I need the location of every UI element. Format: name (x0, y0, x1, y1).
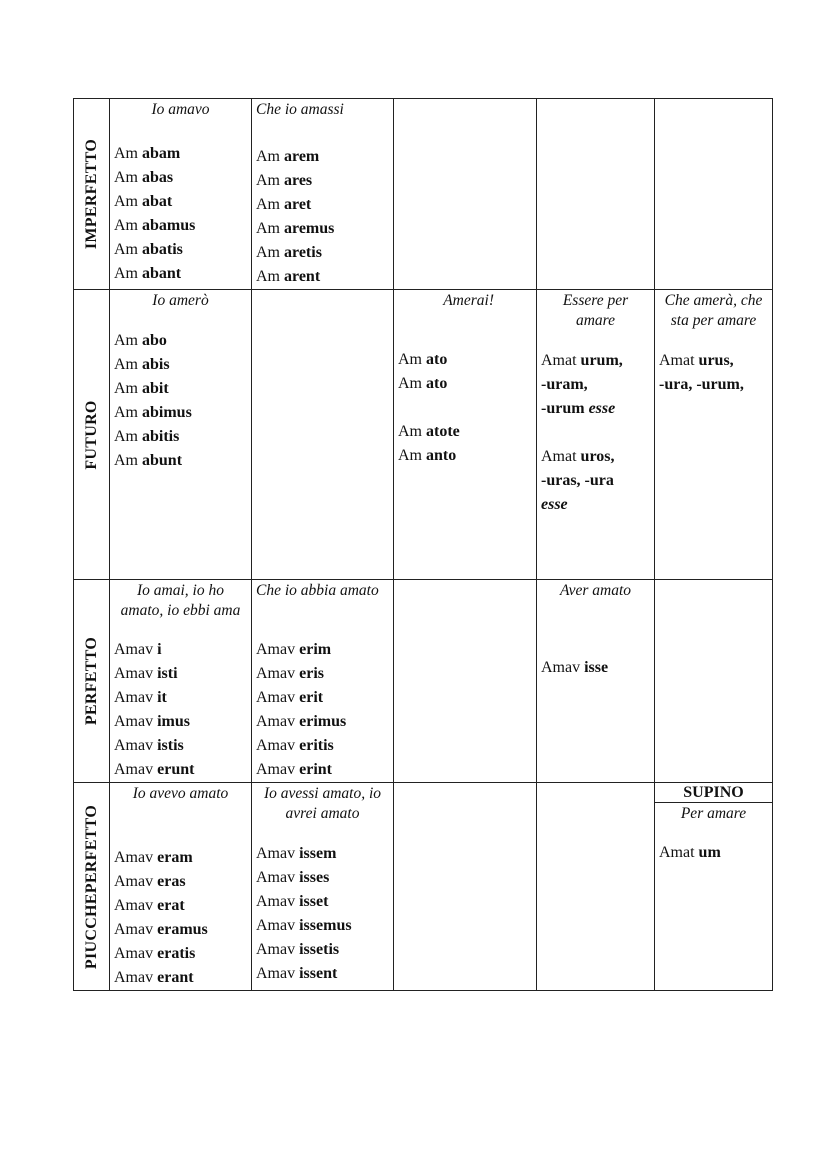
gloss: Aver amato (559, 582, 632, 599)
form-line (256, 710, 389, 734)
form-ending: issem (299, 845, 337, 862)
form-list (110, 329, 251, 473)
form-ending: erant (157, 969, 194, 986)
form-stem: Amav (256, 737, 300, 754)
form-stem: Amav (114, 969, 158, 986)
gloss: Io amerò (152, 292, 209, 309)
form-ending: aretis (284, 244, 322, 261)
form-line (256, 241, 389, 265)
form-ending: i (157, 641, 162, 658)
subjunctive-cell (252, 783, 394, 991)
form-stem: Amav (256, 689, 300, 706)
form-stem: Am (256, 268, 284, 285)
gloss: Io amavo (151, 101, 210, 118)
form-stem: Amav (114, 849, 158, 866)
form-line (114, 686, 247, 710)
form-ending: erunt (157, 761, 195, 778)
empty-cell (537, 99, 655, 290)
form-stem: Amav (256, 845, 300, 862)
gloss: Io avevo amato (132, 785, 229, 802)
form-stem: Am (256, 148, 284, 165)
form-line (256, 866, 389, 890)
form-line (114, 425, 247, 449)
form-ending: abant (142, 265, 182, 282)
form-line (114, 734, 247, 758)
form-stem: Am (114, 356, 142, 373)
form-line: -ura, -urum, (659, 376, 744, 393)
form-line (256, 638, 389, 662)
form-ending: isset (299, 893, 329, 910)
form-line (114, 710, 247, 734)
form-line: Am ato (398, 375, 448, 392)
row-imperfetto (74, 99, 773, 290)
form-line (114, 942, 247, 966)
form-line (256, 169, 389, 193)
form-list (110, 846, 251, 990)
supine-cell (655, 783, 773, 991)
form-ending: arent (284, 268, 321, 285)
conjugation-table (73, 98, 773, 991)
supine-title: SUPINO (655, 783, 772, 803)
form-ending: imus (157, 713, 191, 730)
form-line (114, 966, 247, 990)
form-stem: Am (114, 169, 142, 186)
form-stem: Amav (256, 761, 300, 778)
tense-label-cell (74, 783, 110, 991)
form-stem: Amav (256, 941, 300, 958)
form-stem: Am (256, 196, 284, 213)
row-futuro (74, 290, 773, 580)
form-ending: erat (157, 897, 185, 914)
form-line (114, 353, 247, 377)
subjunctive-cell (252, 580, 394, 783)
form-line (114, 238, 247, 262)
gloss: Per amare (680, 805, 747, 822)
form-ending: eris (299, 665, 324, 682)
form-stem: Amav (114, 713, 158, 730)
form-line: Amav isse (541, 659, 609, 676)
form-ending: abas (142, 169, 174, 186)
tense-label: IMPERFETTO (82, 138, 100, 250)
gloss: Amerai! (443, 292, 494, 309)
subjunctive-cell (252, 99, 394, 290)
form-ending: ares (284, 172, 313, 189)
form-line (114, 894, 247, 918)
form-line (256, 914, 389, 938)
form-line (256, 145, 389, 169)
form-ending: istis (157, 737, 184, 754)
form-stem: Amav (256, 893, 300, 910)
form-stem: Am (114, 217, 142, 234)
form-line (114, 846, 247, 870)
form-line (256, 962, 389, 986)
form-stem: Am (256, 220, 284, 237)
form-list (252, 842, 393, 986)
empty-cell (537, 783, 655, 991)
form-ending: erit (299, 689, 324, 706)
empty-cell (394, 580, 537, 783)
form-ending: abunt (142, 452, 183, 469)
form-line (256, 938, 389, 962)
form-line (114, 638, 247, 662)
form-ending: abo (142, 332, 167, 349)
form-stem: Amav (114, 761, 158, 778)
form-stem: Amav (114, 945, 158, 962)
form-line (114, 449, 247, 473)
form-list (537, 349, 654, 517)
form-list (537, 656, 654, 680)
form-list (110, 142, 251, 286)
form-ending: issetis (299, 941, 340, 958)
form-line (256, 758, 389, 782)
form-ending: erim (299, 641, 332, 658)
form-line: Amat uros, (541, 448, 615, 465)
form-line (256, 662, 389, 686)
empty-cell (655, 99, 773, 290)
gloss: Io avessi amato, io avrei amato (263, 785, 382, 822)
form-line: -uras, -ura (541, 472, 614, 489)
form-stem: Amav (256, 713, 300, 730)
form-line (114, 142, 247, 166)
form-ending: abimus (142, 404, 192, 421)
form-ending: aret (284, 196, 312, 213)
form-line: Am ato (398, 351, 448, 368)
form-stem: Am (256, 172, 284, 189)
form-line (256, 842, 389, 866)
form-list (252, 145, 393, 289)
participle-cell (655, 290, 773, 580)
infinitive-cell (537, 290, 655, 580)
form-list (655, 349, 772, 397)
gloss: Io amai, io ho amato, io ebbi ama (120, 582, 241, 619)
empty-cell (394, 99, 537, 290)
form-stem: Amav (256, 917, 300, 934)
form-list (655, 841, 772, 865)
form-line (114, 401, 247, 425)
form-stem: Amav (114, 897, 158, 914)
form-stem: Am (114, 193, 142, 210)
tense-label: PERFETTO (82, 636, 100, 726)
form-line (256, 734, 389, 758)
form-stem: Am (256, 244, 284, 261)
form-line: Amat um (659, 844, 721, 861)
form-stem: Am (114, 404, 142, 421)
form-ending: issemus (299, 917, 352, 934)
form-line: Amat urum, (541, 352, 623, 369)
form-ending: abat (142, 193, 173, 210)
tense-label: FUTURO (82, 399, 100, 470)
form-list (394, 348, 536, 468)
form-ending: abitis (142, 428, 180, 445)
form-line: Am anto (398, 447, 457, 464)
gloss: Che amerà, che sta per amare (664, 292, 763, 329)
form-stem: Am (114, 380, 142, 397)
indicative-cell (110, 783, 252, 991)
form-ending: issent (299, 965, 338, 982)
form-stem: Amav (114, 641, 158, 658)
form-stem: Amav (256, 869, 300, 886)
form-line (114, 870, 247, 894)
infinitive-cell (537, 580, 655, 783)
form-line (114, 329, 247, 353)
form-ending: abit (142, 380, 169, 397)
form-stem: Am (114, 145, 142, 162)
tense-label-cell (74, 580, 110, 783)
form-line (114, 758, 247, 782)
form-stem: Am (114, 428, 142, 445)
form-ending: eratis (157, 945, 196, 962)
empty-cell (394, 783, 537, 991)
form-line (256, 686, 389, 710)
form-line (256, 890, 389, 914)
form-stem: Amav (114, 737, 158, 754)
form-line (114, 918, 247, 942)
row-perfetto (74, 580, 773, 783)
form-line: Amat urus, (659, 352, 734, 369)
empty-cell (252, 290, 394, 580)
form-ending: arem (284, 148, 320, 165)
form-line (256, 193, 389, 217)
form-line: -uram, (541, 376, 588, 393)
form-line (256, 217, 389, 241)
form-ending: isses (299, 869, 330, 886)
gloss: Che io amassi (256, 101, 344, 118)
form-ending: aremus (284, 220, 335, 237)
form-line (114, 214, 247, 238)
form-line (256, 265, 389, 289)
form-ending: abam (142, 145, 181, 162)
gloss: Essere per amare (562, 292, 629, 329)
imperative-cell (394, 290, 537, 580)
form-stem: Am (114, 332, 142, 349)
form-stem: Am (114, 241, 142, 258)
form-ending: eramus (157, 921, 208, 938)
form-line: Am atote (398, 423, 460, 440)
form-stem: Am (114, 265, 142, 282)
tense-label-cell (74, 99, 110, 290)
gloss: Che io abbia amato (256, 582, 379, 599)
form-ending: abatis (142, 241, 183, 258)
tense-label: PIUCCHEPERFETTO (82, 804, 100, 969)
form-stem: Amav (114, 665, 158, 682)
form-stem: Am (114, 452, 142, 469)
form-line: esse (541, 496, 568, 513)
form-stem: Amav (256, 641, 300, 658)
form-stem: Amav (114, 921, 158, 938)
indicative-cell (110, 290, 252, 580)
form-line: -urum esse (541, 400, 616, 417)
form-ending: erimus (299, 713, 347, 730)
form-ending: eram (157, 849, 193, 866)
form-stem: Amav (114, 689, 158, 706)
row-piuccheperfetto (74, 783, 773, 991)
indicative-cell (110, 580, 252, 783)
form-list (110, 638, 251, 782)
empty-cell (655, 580, 773, 783)
form-line (114, 166, 247, 190)
form-ending: eritis (299, 737, 334, 754)
indicative-cell (110, 99, 252, 290)
form-ending: it (157, 689, 167, 706)
form-ending: abis (142, 356, 170, 373)
form-ending: erint (299, 761, 332, 778)
form-stem: Amav (256, 965, 300, 982)
form-line (114, 662, 247, 686)
form-line (114, 190, 247, 214)
form-list (252, 638, 393, 782)
form-line (114, 377, 247, 401)
form-ending: isti (157, 665, 178, 682)
tense-label-cell (74, 290, 110, 580)
form-ending: abamus (142, 217, 196, 234)
form-stem: Amav (114, 873, 158, 890)
form-stem: Amav (256, 665, 300, 682)
form-ending: eras (157, 873, 186, 890)
form-line (114, 262, 247, 286)
